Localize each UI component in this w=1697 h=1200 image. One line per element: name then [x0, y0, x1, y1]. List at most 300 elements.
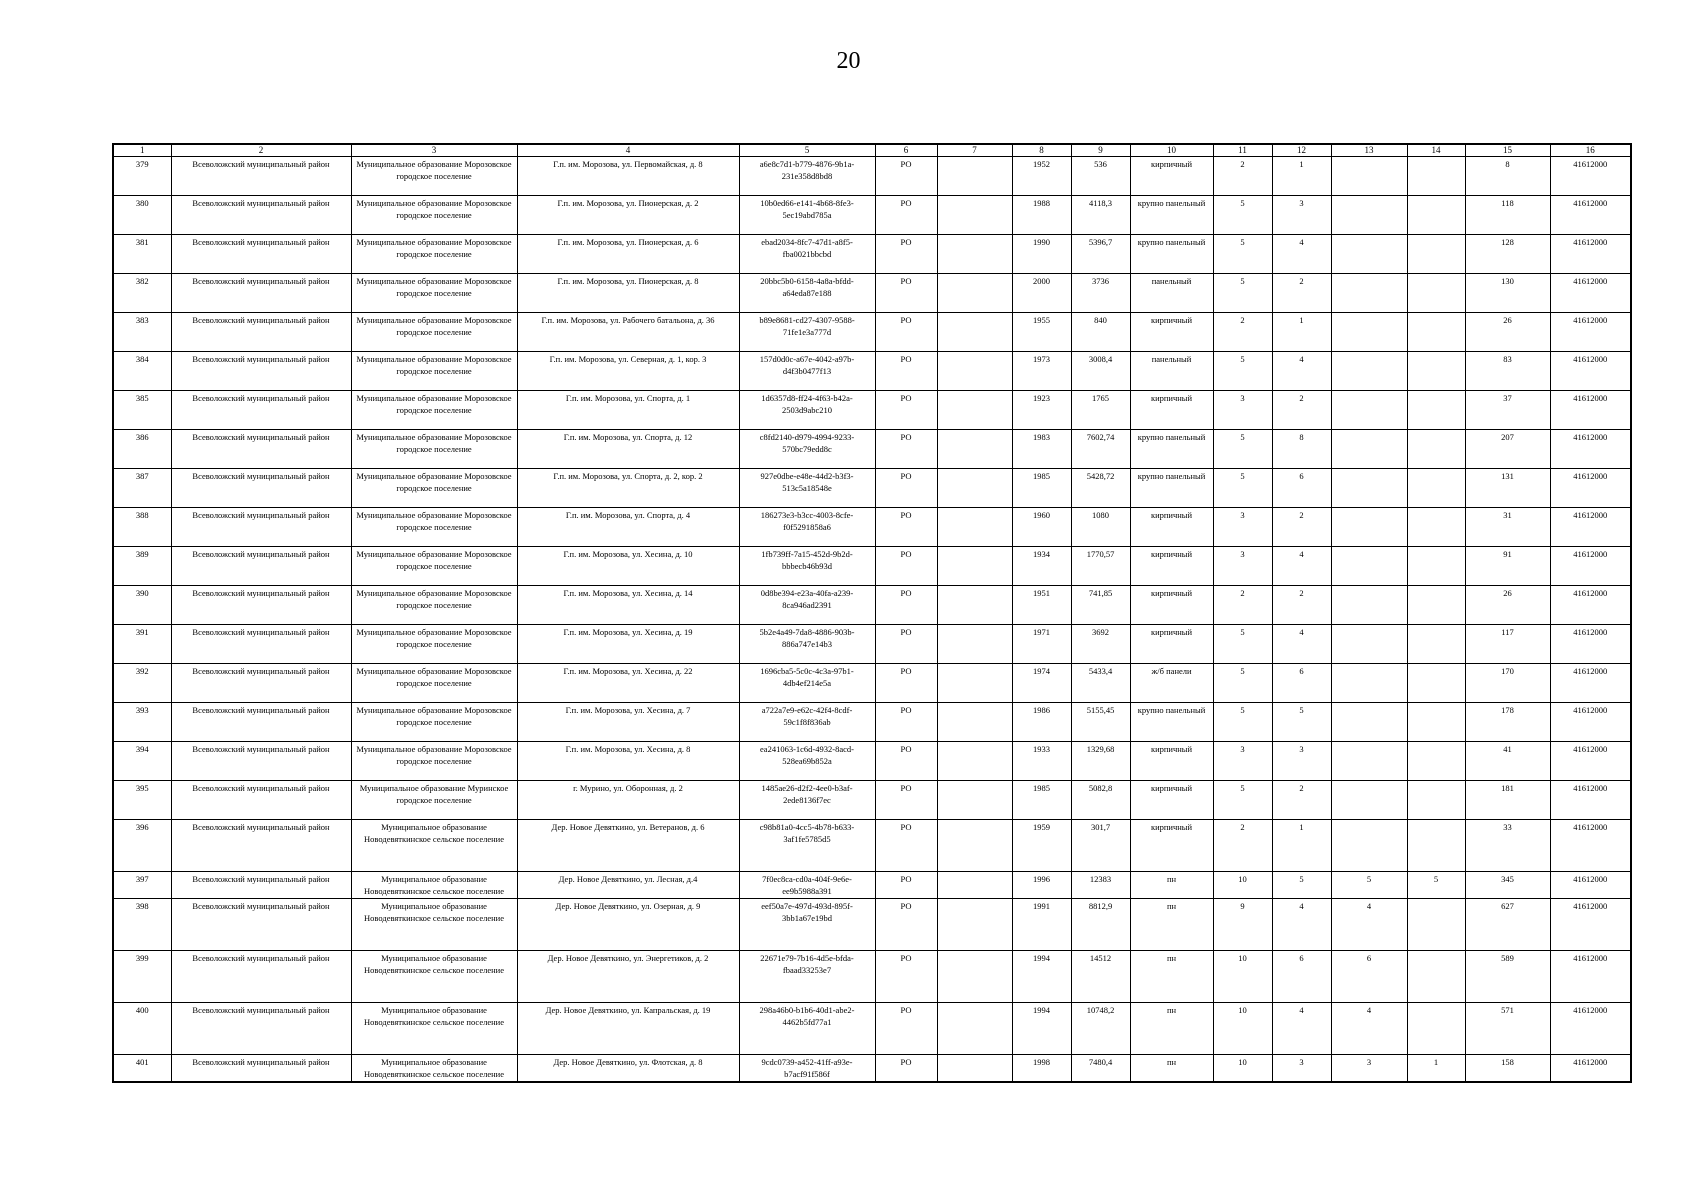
cell-wall-material: кирпичный [1130, 742, 1213, 781]
cell-district: Всеволожский муниципальный район [171, 547, 351, 586]
cell-municipality: Муниципальное образование Морозовское городское поселение [351, 274, 517, 313]
cell-wall-material: кирпичный [1130, 820, 1213, 872]
cell-municipality: Муниципальное образование Морозовское городское поселение [351, 664, 517, 703]
table-row [113, 157, 1631, 196]
cell-build-year: 1974 [1012, 664, 1071, 703]
cell-wall-material: кирпичный [1130, 508, 1213, 547]
cell-wall-material: кирпичный [1130, 781, 1213, 820]
cell-row-number: 400 [113, 1003, 171, 1055]
cell-row-number: 394 [113, 742, 171, 781]
cell-municipality: Муниципальное образование Морозовское городское поселение [351, 196, 517, 235]
cell-guid: ea241063-1c6d-4932-8acd-528ea69b852a [739, 742, 875, 781]
cell-build-year: 1985 [1012, 469, 1071, 508]
cell-ownership: РО [875, 196, 937, 235]
table-row [113, 391, 1631, 430]
cell-col-7 [937, 547, 1012, 586]
cell-guid: 1d6357d8-ff24-4f63-b42a-2503d9abc210 [739, 391, 875, 430]
cell-col-13 [1331, 352, 1407, 391]
table-row [113, 586, 1631, 625]
cell-wall-material: пн [1130, 872, 1213, 899]
cell-col-13: 3 [1331, 1055, 1407, 1083]
cell-floors: 9 [1213, 899, 1272, 951]
cell-entrances: 1 [1272, 313, 1331, 352]
cell-oktmo: 41612000 [1550, 235, 1631, 274]
cell-ownership: РО [875, 157, 937, 196]
cell-col-7 [937, 508, 1012, 547]
cell-oktmo: 41612000 [1550, 157, 1631, 196]
cell-col-13: 4 [1331, 899, 1407, 951]
column-header: 3 [351, 144, 517, 157]
table-row [113, 899, 1631, 951]
table-row [113, 430, 1631, 469]
cell-oktmo: 41612000 [1550, 899, 1631, 951]
cell-residents: 83 [1465, 352, 1550, 391]
cell-col-13 [1331, 820, 1407, 872]
cell-entrances: 1 [1272, 157, 1331, 196]
cell-municipality: Муниципальное образование Морозовское городское поселение [351, 391, 517, 430]
cell-district: Всеволожский муниципальный район [171, 781, 351, 820]
column-header: 11 [1213, 144, 1272, 157]
cell-floors: 5 [1213, 352, 1272, 391]
cell-wall-material: крупно панельный [1130, 430, 1213, 469]
column-header: 1 [113, 144, 171, 157]
cell-row-number: 381 [113, 235, 171, 274]
cell-district: Всеволожский муниципальный район [171, 820, 351, 872]
cell-floors: 3 [1213, 391, 1272, 430]
cell-oktmo: 41612000 [1550, 313, 1631, 352]
cell-col-14 [1407, 157, 1465, 196]
cell-residents: 8 [1465, 157, 1550, 196]
cell-col-14 [1407, 899, 1465, 951]
cell-build-year: 1952 [1012, 157, 1071, 196]
cell-guid: 186273e3-b3cc-4003-8cfe-f0f5291858a6 [739, 508, 875, 547]
cell-oktmo: 41612000 [1550, 703, 1631, 742]
cell-col-13 [1331, 391, 1407, 430]
cell-wall-material: кирпичный [1130, 586, 1213, 625]
cell-col-14 [1407, 469, 1465, 508]
table-row [113, 1055, 1631, 1083]
cell-guid: 22671e79-7b16-4d5e-bfda-fbaad33253e7 [739, 951, 875, 1003]
cell-district: Всеволожский муниципальный район [171, 430, 351, 469]
cell-area: 1770,57 [1071, 547, 1130, 586]
cell-col-13 [1331, 196, 1407, 235]
column-header: 15 [1465, 144, 1550, 157]
cell-address: г. Мурино, ул. Оборонная, д. 2 [517, 781, 739, 820]
cell-wall-material: панельный [1130, 274, 1213, 313]
cell-floors: 5 [1213, 469, 1272, 508]
cell-col-13 [1331, 274, 1407, 313]
cell-ownership: РО [875, 1003, 937, 1055]
cell-ownership: РО [875, 1055, 937, 1083]
cell-address: Г.п. им. Морозова, ул. Хесина, д. 10 [517, 547, 739, 586]
cell-col-7 [937, 196, 1012, 235]
cell-build-year: 1994 [1012, 1003, 1071, 1055]
column-header: 13 [1331, 144, 1407, 157]
cell-oktmo: 41612000 [1550, 625, 1631, 664]
cell-entrances: 8 [1272, 430, 1331, 469]
cell-ownership: РО [875, 899, 937, 951]
cell-row-number: 385 [113, 391, 171, 430]
cell-entrances: 5 [1272, 872, 1331, 899]
cell-address: Дер. Новое Девяткино, ул. Озерная, д. 9 [517, 899, 739, 951]
cell-wall-material: пн [1130, 951, 1213, 1003]
cell-oktmo: 41612000 [1550, 508, 1631, 547]
column-header: 5 [739, 144, 875, 157]
cell-municipality: Муниципальное образование Морозовское городское поселение [351, 235, 517, 274]
cell-address: Г.п. им. Морозова, ул. Хесина, д. 7 [517, 703, 739, 742]
cell-build-year: 1994 [1012, 951, 1071, 1003]
cell-build-year: 1998 [1012, 1055, 1071, 1083]
cell-col-14 [1407, 703, 1465, 742]
cell-build-year: 1985 [1012, 781, 1071, 820]
cell-address: Дер. Новое Девяткино, ул. Флотская, д. 8 [517, 1055, 739, 1083]
cell-residents: 345 [1465, 872, 1550, 899]
cell-entrances: 2 [1272, 508, 1331, 547]
cell-ownership: РО [875, 742, 937, 781]
cell-col-14 [1407, 430, 1465, 469]
cell-guid: c8fd2140-d979-4994-9233-570bc79edd8c [739, 430, 875, 469]
column-header: 10 [1130, 144, 1213, 157]
cell-address: Г.п. им. Морозова, ул. Пионерская, д. 6 [517, 235, 739, 274]
cell-wall-material: кирпичный [1130, 157, 1213, 196]
cell-col-7 [937, 1003, 1012, 1055]
cell-guid: 298a46b0-b1b6-40d1-abe2-4462b5fd77a1 [739, 1003, 875, 1055]
cell-address: Дер. Новое Девяткино, ул. Энергетиков, д. 2 [517, 951, 739, 1003]
cell-district: Всеволожский муниципальный район [171, 951, 351, 1003]
cell-area: 7602,74 [1071, 430, 1130, 469]
cell-area: 5082,8 [1071, 781, 1130, 820]
cell-entrances: 4 [1272, 352, 1331, 391]
cell-row-number: 396 [113, 820, 171, 872]
cell-area: 8812,9 [1071, 899, 1130, 951]
cell-col-13 [1331, 469, 1407, 508]
cell-guid: 20bbc5b0-6158-4a8a-bfdd-a64eda87e188 [739, 274, 875, 313]
cell-col-14 [1407, 235, 1465, 274]
cell-col-7 [937, 430, 1012, 469]
cell-area: 4118,3 [1071, 196, 1130, 235]
cell-floors: 5 [1213, 235, 1272, 274]
cell-district: Всеволожский муниципальный район [171, 664, 351, 703]
cell-district: Всеволожский муниципальный район [171, 469, 351, 508]
cell-oktmo: 41612000 [1550, 196, 1631, 235]
cell-district: Всеволожский муниципальный район [171, 1055, 351, 1083]
cell-guid: 1fb739ff-7a15-452d-9b2d-bbbecb46b93d [739, 547, 875, 586]
cell-col-14 [1407, 664, 1465, 703]
cell-address: Г.п. им. Морозова, ул. Спорта, д. 1 [517, 391, 739, 430]
cell-guid: ebad2034-8fc7-47d1-a8f5-fba0021bbcbd [739, 235, 875, 274]
page-number: 20 [836, 48, 861, 74]
cell-guid: c98b81a0-4cc5-4b78-b633-3af1fe5785d5 [739, 820, 875, 872]
cell-area: 14512 [1071, 951, 1130, 1003]
cell-entrances: 4 [1272, 625, 1331, 664]
cell-district: Всеволожский муниципальный район [171, 352, 351, 391]
cell-municipality: Муниципальное образование Морозовское городское поселение [351, 469, 517, 508]
cell-residents: 128 [1465, 235, 1550, 274]
cell-ownership: РО [875, 820, 937, 872]
cell-district: Всеволожский муниципальный район [171, 625, 351, 664]
cell-col-14 [1407, 352, 1465, 391]
cell-wall-material: кирпичный [1130, 625, 1213, 664]
cell-col-7 [937, 586, 1012, 625]
cell-row-number: 383 [113, 313, 171, 352]
cell-col-13 [1331, 547, 1407, 586]
cell-residents: 26 [1465, 586, 1550, 625]
cell-floors: 5 [1213, 625, 1272, 664]
cell-district: Всеволожский муниципальный район [171, 703, 351, 742]
cell-col-13 [1331, 781, 1407, 820]
cell-area: 1329,68 [1071, 742, 1130, 781]
cell-guid: 10b0ed66-e141-4b68-8fe3-5ec19abd785a [739, 196, 875, 235]
cell-address: Дер. Новое Девяткино, ул. Капральская, д. 19 [517, 1003, 739, 1055]
cell-guid: 1485ae26-d2f2-4ee0-b3af-2ede8136f7ec [739, 781, 875, 820]
cell-ownership: РО [875, 430, 937, 469]
cell-district: Всеволожский муниципальный район [171, 586, 351, 625]
cell-floors: 5 [1213, 781, 1272, 820]
column-header: 9 [1071, 144, 1130, 157]
cell-col-14 [1407, 313, 1465, 352]
cell-entrances: 3 [1272, 1055, 1331, 1083]
cell-col-13: 5 [1331, 872, 1407, 899]
table-header [113, 144, 1631, 157]
table-row [113, 781, 1631, 820]
cell-row-number: 397 [113, 872, 171, 899]
cell-area: 5396,7 [1071, 235, 1130, 274]
cell-col-13 [1331, 157, 1407, 196]
cell-col-14 [1407, 1003, 1465, 1055]
cell-floors: 2 [1213, 157, 1272, 196]
cell-oktmo: 41612000 [1550, 547, 1631, 586]
cell-oktmo: 41612000 [1550, 352, 1631, 391]
cell-row-number: 380 [113, 196, 171, 235]
cell-address: Г.п. им. Морозова, ул. Первомайская, д. 8 [517, 157, 739, 196]
cell-address: Г.п. им. Морозова, ул. Северная, д. 1, кор. 3 [517, 352, 739, 391]
cell-district: Всеволожский муниципальный район [171, 274, 351, 313]
cell-wall-material: кирпичный [1130, 313, 1213, 352]
cell-area: 1765 [1071, 391, 1130, 430]
cell-address: Г.п. им. Морозова, ул. Хесина, д. 8 [517, 742, 739, 781]
cell-entrances: 2 [1272, 274, 1331, 313]
cell-residents: 207 [1465, 430, 1550, 469]
cell-municipality: Муниципальное образование Новодевяткинское сельское поселение [351, 820, 517, 872]
cell-floors: 2 [1213, 820, 1272, 872]
cell-col-13 [1331, 742, 1407, 781]
cell-wall-material: крупно панельный [1130, 235, 1213, 274]
cell-col-7 [937, 742, 1012, 781]
cell-oktmo: 41612000 [1550, 951, 1631, 1003]
column-header: 8 [1012, 144, 1071, 157]
cell-residents: 158 [1465, 1055, 1550, 1083]
cell-row-number: 395 [113, 781, 171, 820]
cell-ownership: РО [875, 274, 937, 313]
cell-district: Всеволожский муниципальный район [171, 196, 351, 235]
cell-address: Дер. Новое Девяткино, ул. Ветеранов, д. 6 [517, 820, 739, 872]
cell-oktmo: 41612000 [1550, 586, 1631, 625]
table-row [113, 313, 1631, 352]
cell-col-7 [937, 157, 1012, 196]
cell-area: 3692 [1071, 625, 1130, 664]
cell-residents: 117 [1465, 625, 1550, 664]
cell-ownership: РО [875, 586, 937, 625]
cell-col-13 [1331, 313, 1407, 352]
cell-floors: 5 [1213, 196, 1272, 235]
cell-address: Дер. Новое Девяткино, ул. Лесная, д.4 [517, 872, 739, 899]
cell-district: Всеволожский муниципальный район [171, 508, 351, 547]
cell-floors: 5 [1213, 274, 1272, 313]
cell-col-13: 6 [1331, 951, 1407, 1003]
cell-col-13 [1331, 235, 1407, 274]
cell-guid: b89e8681-cd27-4307-9588-71fe1e3a777d [739, 313, 875, 352]
cell-oktmo: 41612000 [1550, 664, 1631, 703]
cell-ownership: РО [875, 547, 937, 586]
cell-col-7 [937, 625, 1012, 664]
cell-wall-material: пн [1130, 899, 1213, 951]
cell-col-7 [937, 899, 1012, 951]
cell-area: 840 [1071, 313, 1130, 352]
table-row [113, 820, 1631, 872]
cell-district: Всеволожский муниципальный район [171, 872, 351, 899]
cell-build-year: 1934 [1012, 547, 1071, 586]
cell-area: 5155,45 [1071, 703, 1130, 742]
cell-col-7 [937, 781, 1012, 820]
cell-build-year: 1988 [1012, 196, 1071, 235]
cell-entrances: 4 [1272, 547, 1331, 586]
cell-district: Всеволожский муниципальный район [171, 391, 351, 430]
cell-municipality: Муниципальное образование Морозовское городское поселение [351, 430, 517, 469]
cell-floors: 10 [1213, 1003, 1272, 1055]
cell-address: Г.п. им. Морозова, ул. Спорта, д. 12 [517, 430, 739, 469]
cell-build-year: 1991 [1012, 899, 1071, 951]
cell-row-number: 382 [113, 274, 171, 313]
table-row [113, 872, 1631, 899]
cell-oktmo: 41612000 [1550, 469, 1631, 508]
cell-oktmo: 41612000 [1550, 1003, 1631, 1055]
cell-build-year: 1973 [1012, 352, 1071, 391]
cell-row-number: 387 [113, 469, 171, 508]
cell-ownership: РО [875, 508, 937, 547]
cell-municipality: Муниципальное образование Новодевяткинское сельское поселение [351, 872, 517, 899]
cell-municipality: Муниципальное образование Муринское городское поселение [351, 781, 517, 820]
cell-district: Всеволожский муниципальный район [171, 1003, 351, 1055]
cell-col-14: 1 [1407, 1055, 1465, 1083]
cell-ownership: РО [875, 664, 937, 703]
cell-municipality: Муниципальное образование Морозовское городское поселение [351, 157, 517, 196]
cell-ownership: РО [875, 469, 937, 508]
cell-municipality: Муниципальное образование Новодевяткинское сельское поселение [351, 899, 517, 951]
cell-ownership: РО [875, 313, 937, 352]
cell-address: Г.п. им. Морозова, ул. Пионерская, д. 8 [517, 274, 739, 313]
cell-area: 741,85 [1071, 586, 1130, 625]
cell-row-number: 389 [113, 547, 171, 586]
cell-oktmo: 41612000 [1550, 391, 1631, 430]
cell-municipality: Муниципальное образование Новодевяткинское сельское поселение [351, 951, 517, 1003]
cell-municipality: Муниципальное образование Морозовское городское поселение [351, 547, 517, 586]
cell-oktmo: 41612000 [1550, 274, 1631, 313]
column-header: 7 [937, 144, 1012, 157]
table-body [113, 157, 1631, 1083]
cell-entrances: 1 [1272, 820, 1331, 872]
cell-residents: 26 [1465, 313, 1550, 352]
cell-row-number: 388 [113, 508, 171, 547]
table-row [113, 352, 1631, 391]
cell-ownership: РО [875, 951, 937, 1003]
cell-guid: 0d8be394-e23a-40fa-a239-8ca946ad2391 [739, 586, 875, 625]
cell-row-number: 386 [113, 430, 171, 469]
cell-wall-material: ж/б панели [1130, 664, 1213, 703]
cell-entrances: 2 [1272, 391, 1331, 430]
cell-entrances: 4 [1272, 899, 1331, 951]
cell-row-number: 379 [113, 157, 171, 196]
cell-residents: 130 [1465, 274, 1550, 313]
cell-col-7 [937, 820, 1012, 872]
cell-col-7 [937, 1055, 1012, 1083]
cell-floors: 2 [1213, 586, 1272, 625]
cell-guid: 5b2e4a49-7da8-4886-903b-886a747e14b3 [739, 625, 875, 664]
cell-address: Г.п. им. Морозова, ул. Спорта, д. 4 [517, 508, 739, 547]
cell-area: 10748,2 [1071, 1003, 1130, 1055]
cell-guid: a6e8c7d1-b779-4876-9b1a-231e358d8bd8 [739, 157, 875, 196]
cell-entrances: 6 [1272, 469, 1331, 508]
cell-entrances: 2 [1272, 586, 1331, 625]
cell-oktmo: 41612000 [1550, 1055, 1631, 1083]
cell-residents: 41 [1465, 742, 1550, 781]
cell-address: Г.п. им. Морозова, ул. Пионерская, д. 2 [517, 196, 739, 235]
cell-floors: 2 [1213, 313, 1272, 352]
cell-col-7 [937, 391, 1012, 430]
cell-entrances: 3 [1272, 196, 1331, 235]
cell-municipality: Муниципальное образование Морозовское городское поселение [351, 703, 517, 742]
table-row [113, 1003, 1631, 1055]
cell-wall-material: пн [1130, 1055, 1213, 1083]
cell-municipality: Муниципальное образование Новодевяткинское сельское поселение [351, 1055, 517, 1083]
cell-wall-material: крупно панельный [1130, 703, 1213, 742]
cell-col-14 [1407, 196, 1465, 235]
cell-floors: 10 [1213, 872, 1272, 899]
cell-ownership: РО [875, 703, 937, 742]
cell-col-7 [937, 313, 1012, 352]
cell-oktmo: 41612000 [1550, 781, 1631, 820]
cell-col-14 [1407, 781, 1465, 820]
cell-entrances: 6 [1272, 951, 1331, 1003]
cell-ownership: РО [875, 352, 937, 391]
cell-col-7 [937, 664, 1012, 703]
cell-build-year: 1923 [1012, 391, 1071, 430]
table-row [113, 274, 1631, 313]
cell-guid: 7f0ec8ca-cd0a-404f-9e6e-ee9b5988a391 [739, 872, 875, 899]
cell-municipality: Муниципальное образование Морозовское городское поселение [351, 586, 517, 625]
cell-guid: 157d0d0c-a67e-4042-a97b-d4f3b0477f13 [739, 352, 875, 391]
column-header: 14 [1407, 144, 1465, 157]
cell-municipality: Муниципальное образование Морозовское городское поселение [351, 625, 517, 664]
cell-col-7 [937, 703, 1012, 742]
cell-entrances: 3 [1272, 742, 1331, 781]
cell-residents: 571 [1465, 1003, 1550, 1055]
cell-guid: 927e0dbe-e48e-44d2-b3f3-513c5a18548e [739, 469, 875, 508]
cell-address: Г.п. им. Морозова, ул. Хесина, д. 22 [517, 664, 739, 703]
cell-area: 536 [1071, 157, 1130, 196]
table-row [113, 469, 1631, 508]
cell-wall-material: крупно панельный [1130, 196, 1213, 235]
cell-build-year: 1960 [1012, 508, 1071, 547]
cell-floors: 5 [1213, 430, 1272, 469]
cell-build-year: 1959 [1012, 820, 1071, 872]
cell-wall-material: кирпичный [1130, 547, 1213, 586]
cell-district: Всеволожский муниципальный район [171, 899, 351, 951]
table-row [113, 196, 1631, 235]
cell-residents: 170 [1465, 664, 1550, 703]
cell-district: Всеволожский муниципальный район [171, 742, 351, 781]
cell-floors: 10 [1213, 1055, 1272, 1083]
cell-entrances: 5 [1272, 703, 1331, 742]
